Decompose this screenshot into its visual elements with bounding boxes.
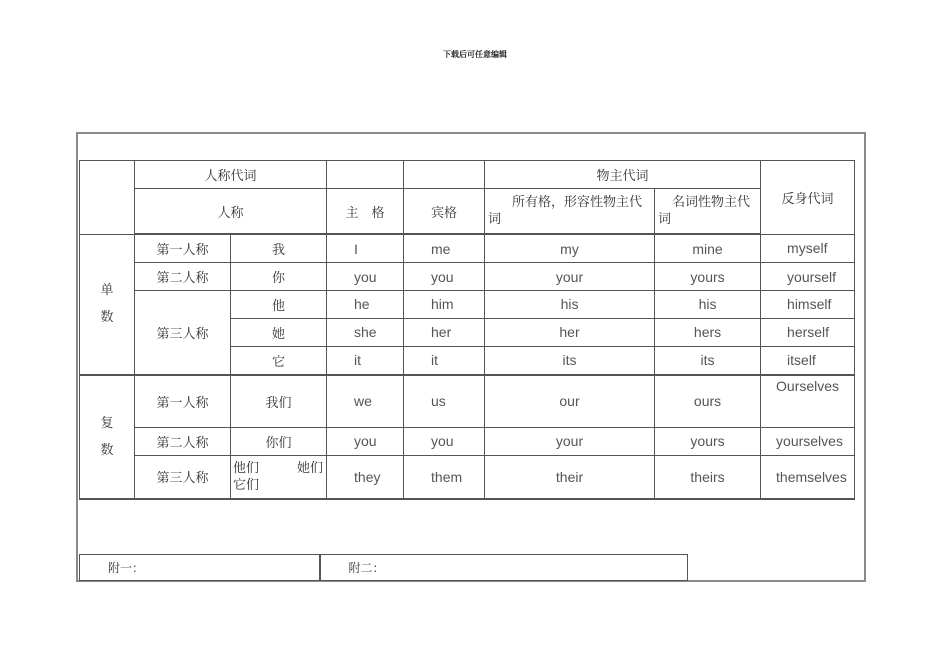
header-personal-pronouns: 人称代词: [135, 161, 327, 189]
adj-possessive-cell: their: [485, 455, 655, 499]
plural-char-1: 复: [100, 415, 114, 431]
reflexive-cell: yourselves: [761, 427, 855, 455]
object-cell: me: [404, 234, 485, 262]
pronoun-cn: 他: [231, 291, 327, 318]
adj-possessive-cell: your: [485, 263, 655, 291]
header-reflexive: 反身代词: [761, 161, 855, 235]
noun-possessive-cell: hers: [655, 318, 761, 346]
object-cell: you: [404, 263, 485, 291]
subject-cell: you: [327, 263, 404, 291]
plural-char-2: 数: [100, 442, 114, 458]
corner-cell: [80, 161, 135, 235]
person-second: 第二人称: [135, 263, 231, 291]
header-note: 下载后可任意编辑: [443, 50, 507, 59]
pronoun-cn: 你: [231, 263, 327, 291]
singular-char-2: 数: [100, 310, 114, 326]
pronoun-table: [79, 160, 855, 500]
table-row: [80, 263, 855, 291]
object-cell: us: [404, 375, 485, 428]
pronoun-cn-plural-third: [231, 455, 327, 499]
header-empty-2: [404, 161, 485, 189]
person-third: 第三人称: [135, 455, 231, 499]
pronoun-cn: 我们: [231, 375, 327, 428]
pronoun-cn-line1: [233, 460, 323, 477]
person-third: 第三人称: [135, 291, 231, 375]
header-person: 人称: [135, 189, 327, 234]
footer-notes-table: [79, 554, 688, 581]
reflexive-cell: herself: [761, 318, 855, 346]
subject-cell: she: [327, 318, 404, 346]
object-cell: him: [404, 291, 485, 318]
noun-possessive-cell: yours: [655, 263, 761, 291]
subject-cell: they: [327, 455, 404, 499]
subject-cell: I: [327, 234, 404, 262]
object-cell: you: [404, 427, 485, 455]
pronoun-cn: 它: [231, 346, 327, 374]
noun-possessive-cell: his: [655, 291, 761, 318]
pronoun-they-m: 他们: [233, 460, 260, 476]
noun-possessive-cell: mine: [655, 234, 761, 262]
noun-possessive-cell: ours: [655, 375, 761, 428]
reflexive-cell: myself: [761, 234, 855, 262]
table-row: [80, 234, 855, 262]
header-object: 宾格: [404, 189, 485, 234]
header-row-2: [80, 189, 855, 234]
header-noun-possessive: 名词性物主代词: [655, 189, 761, 234]
reflexive-cell: himself: [761, 291, 855, 318]
table-row: [80, 375, 855, 428]
subject-cell: it: [327, 346, 404, 374]
header-empty-1: [327, 161, 404, 189]
noun-possessive-cell: theirs: [655, 455, 761, 499]
noun-possessive-cell: its: [655, 346, 761, 374]
adj-possessive-cell: my: [485, 234, 655, 262]
plural-label: [80, 375, 135, 499]
reflexive-cell: yourself: [761, 263, 855, 291]
pronoun-cn: 我: [231, 234, 327, 262]
pronoun-they-n: 它们: [233, 477, 260, 493]
adj-possessive-cell: her: [485, 318, 655, 346]
object-cell: it: [404, 346, 485, 374]
table-row: [80, 291, 855, 318]
adj-possessive-cell: our: [485, 375, 655, 428]
person-first: 第一人称: [135, 375, 231, 428]
singular-label: [80, 234, 135, 374]
noun-possessive-cell: yours: [655, 427, 761, 455]
subject-cell: we: [327, 375, 404, 428]
object-cell: them: [404, 455, 485, 499]
person-first: 第一人称: [135, 234, 231, 262]
header-possessive-pronouns: 物主代词: [485, 161, 761, 189]
subject-cell: he: [327, 291, 404, 318]
pronoun-cn: 你们: [231, 427, 327, 455]
pronoun-cn: 她: [231, 318, 327, 346]
header-subject: 主 格: [327, 189, 404, 234]
header-adj-possessive: 所有格，形容性物主代词: [485, 189, 655, 234]
table-row: [80, 427, 855, 455]
object-cell: her: [404, 318, 485, 346]
subject-cell: you: [327, 427, 404, 455]
table-row: [80, 455, 855, 499]
reflexive-cell: Ourselves: [761, 375, 855, 428]
footer-note-1: 附一：: [80, 555, 320, 581]
person-second: 第二人称: [135, 427, 231, 455]
adj-possessive-cell: its: [485, 346, 655, 374]
singular-char-1: 单: [100, 283, 114, 299]
footer-note-2: 附二：: [320, 555, 688, 581]
reflexive-cell: themselves: [761, 455, 855, 499]
pronoun-they-f: 她们: [297, 460, 324, 476]
reflexive-cell: itself: [761, 346, 855, 374]
adj-possessive-cell: your: [485, 427, 655, 455]
header-row-1: [80, 161, 855, 189]
adj-possessive-cell: his: [485, 291, 655, 318]
